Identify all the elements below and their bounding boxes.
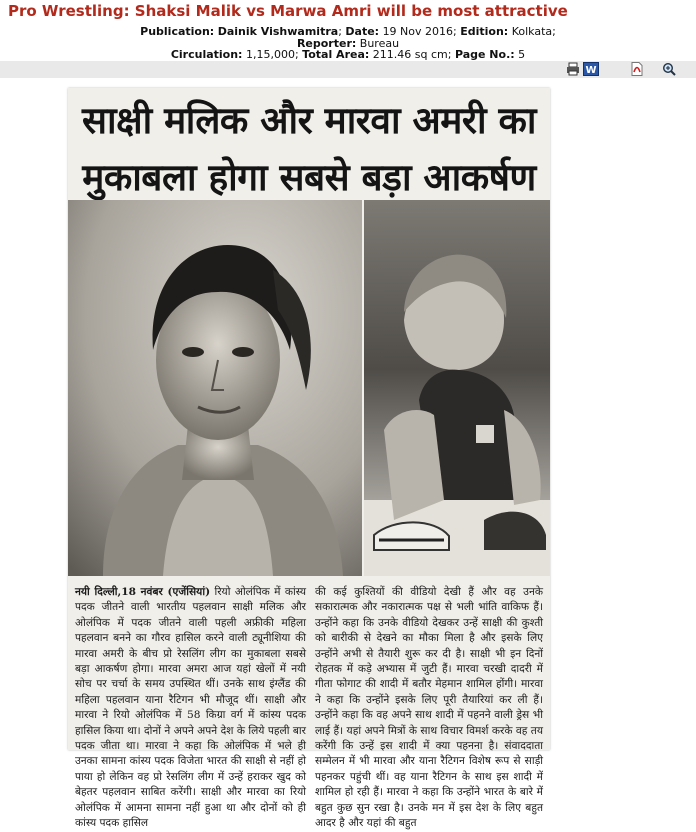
circulation-value: 1,15,000; — [245, 48, 299, 61]
date-label: Date: — [345, 25, 380, 38]
area-label: Total Area: — [302, 48, 370, 61]
photo-marwa-amri — [364, 200, 550, 576]
article-column-1 — [75, 585, 306, 830]
newspaper-clipping — [68, 88, 550, 830]
zoom-icon[interactable] — [662, 62, 676, 76]
page-label: Page No.: — [454, 48, 515, 61]
page-value: 5 — [518, 48, 526, 61]
publication-value: Dainik Vishwamitra — [217, 25, 339, 38]
meta-line-3 — [0, 48, 696, 61]
headline-line-2: मुकाबला होगा सबसे बड़ा आकर्षण — [82, 156, 536, 199]
dateline: नयी दिल्ली,18 नवंबर (एजेंसियां) — [75, 586, 211, 598]
svg-text:W: W — [585, 65, 597, 76]
area-value: 211.46 sq cm; — [372, 48, 452, 61]
date-value: 19 Nov 2016 — [382, 25, 454, 38]
article-header — [0, 0, 696, 60]
reporter-label: Reporter: — [296, 37, 357, 50]
article-title: Pro Wrestling: Shaksi Malik vs Marwa Amri will be most attractive — [8, 2, 568, 20]
meta-line-1: Publication: Dainik Vishwamitra; Date: 19 Nov 2016; Edition: Kolkata; — [140, 25, 556, 38]
printer-icon[interactable] — [566, 62, 580, 76]
edition-value: Kolkata; — [511, 25, 556, 38]
circulation-label: Circulation: — [170, 48, 243, 61]
article-headline — [68, 92, 550, 206]
photo-sakshi-malik — [68, 200, 362, 576]
edition-label: Edition: — [460, 25, 509, 38]
reporter-value: Bureau — [359, 37, 400, 50]
column-1-text: रियो ओलंपिक में कांस्य पदक जीतने वाली भारतीय पहलवान साक्षी मलिक और ओलंपिक में पदक जीतने वाली पहली अफ्रीकी महिला पहलवान बनने का गौरव हासिल करने वाली ट्यूनीशिया की मारवा अमरी के बीच प्रो रेसलिंग लीग का मुकाबला सबसे बड़ा आकर्षण होगा। मारवा अमरा आज यहां खेलों में नयी सोच पर चर्चा के समय उपस्थित थीं। उनके साथ इंग्लैंड की महिला पहलवान याना रैटिगन भी मौजूद थीं। साक्षी और मारवा ने रियो ओलंपिक में 58 किग्रा वर्ग में कांस्य पदक हासिल किया था। दोनों ने अपने अपने देश के लिये पहली बार पदक जीता था। मारवा ने कहा कि ओलंपिक में भले ही उनका सामना कांस्य पदक विजेता भारत की साक्षी से नहीं हो पाया हो लेकिन वह प्रो रेसलिंग लीग में उन्हें हराकर खुद को बेहतर पहलवान साबित करेंगी। साक्षी और मारवा का रियो ओलंपिक में आमना सामना नहीं हुआ था और दोनों को ही कांस्य पदक हासिल — [75, 586, 306, 830]
word-icon[interactable] — [583, 62, 599, 76]
publication-label: Publication: — [140, 25, 215, 38]
toolbar — [0, 61, 696, 78]
headline-line-1: साक्षी मलिक और मारवा अमरी का — [82, 99, 536, 142]
pdf-icon[interactable] — [630, 62, 644, 76]
column-2-text: की कई कुश्तियों की वीडियो देखी हैं और वह उनके सकारात्मक और नकारात्मक पक्ष से भली भांति वाकिफ हैं। उन्होंने कहा कि उनके वीडियो देखकर उन्हें साक्षी की कुश्ती को बारीकी से देखने का मौका मिला है और इसके लिए उन्होंने अभी से तैयारी शुरू कर दी है। साक्षी भी इन दिनों रोहतक में कड़े अभ्यास में जुटी हैं। मारवा चरखी दादरी में गीता फोगाट की शादी में बतौर मेहमान शामिल होंगी। मारवा ने कहा कि उन्होंने इसके लिए पूरी तैयारियां कर ली हैं। उन्होंने कहा कि वह अपने साथ शादी में पहनने वाली ड्रेस भी लाई हैं। यहां अपने मित्रों के साथ विचार विमर्श करके वह तय करेंगी कि उन्हें इस शादी में क्या पहनना है। संवाददाता सम्मेलन में भी मारवा और याना रैटिगन विशेष रूप से साड़ी पहनकर पहुंची थीं। वह याना रैटिगन के साथ इस शादी में शामिल हो रही हैं। मारवा ने कहा कि उन्होंने भारत के बारे में बहुत कुछ सुन रखा है। उनके मन में इस देश के लिए बहुत आदर है और यहां की बहुत — [315, 586, 543, 830]
article-column-2 — [315, 585, 543, 830]
